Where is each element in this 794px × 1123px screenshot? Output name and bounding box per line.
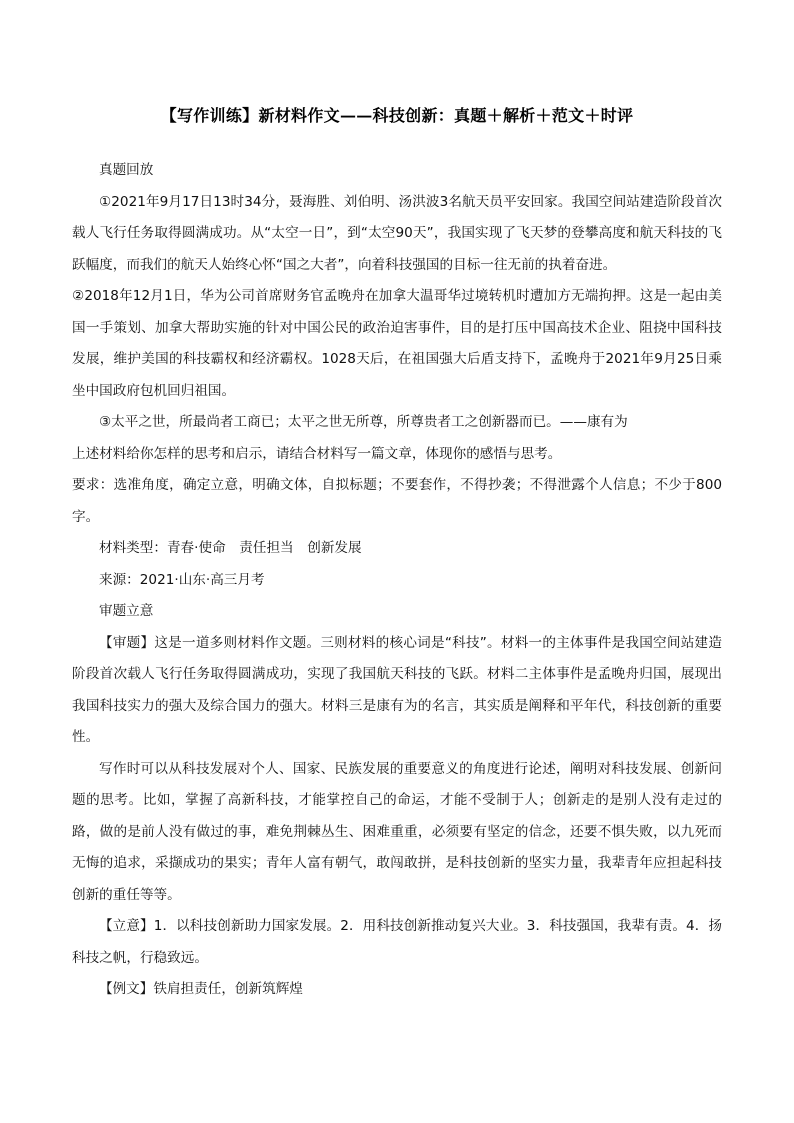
task-paragraph: 上述材料给你怎样的思考和启示，请结合材料写一篇文章，体现你的感悟与思考。 <box>72 445 562 462</box>
material-paragraph-3: ③太平之世，所最尚者工商已；太平之世无所尊，所尊贵者工之创新器而已。——康有为 <box>99 414 628 430</box>
material-paragraph-2: ②2018年12月1日，华为公司首席财务官孟晚舟在加拿大温哥华过境转机时遭加方无端拘押。这是一起由美国一手策划、加拿大帮助实施的针对中国公民的政治迫害事件，目的是打压中国高技术企业、阻挠中国科技发展，维护美国的科技霸权和经济霸权。1028天后，在祖国强大后盾支持下，孟晚舟于2021年9月25日乘坐中国政府包机回归祖国。 <box>72 288 722 399</box>
source-line: 来源：2021·山东·高三月考 <box>99 571 265 588</box>
example-title-line: 【例文】铁肩担责任，创新筑辉煌 <box>99 981 303 997</box>
material-type-line: 材料类型：青春·使命 责任担当 创新发展 <box>99 540 362 556</box>
section-heading-real-question: 真题回放 <box>99 162 154 178</box>
requirements-paragraph: 要求：选准角度，确定立意，明确文体，自拟标题；不要套作，不得抄袭；不得泄露个人信息；不少于800字。 <box>72 477 722 525</box>
document-title: 【写作训练】新材料作文——科技创新：真题＋解析＋范文＋时评 <box>160 106 634 125</box>
theme-paragraph: 【立意】1．以科技创新助力国家发展。2．用科技创新推动复兴大业。3．科技强国，我辈有责。4．扬科技之帆，行稳致远。 <box>72 918 722 966</box>
section-heading-analysis: 审题立意 <box>99 603 154 619</box>
document-body <box>72 155 722 1006</box>
analysis-paragraph-2: 写作时可以从科技发展对个人、国家、民族发展的重要意义的角度进行论述，阐明对科技发展、创新问题的思考。比如，掌握了高新科技，才能掌控自己的命运，才能不受制于人；创新走的是别人没有走过的路，做的是前人没有做过的事，难免荆棘丛生、困难重重，必须要有坚定的信念，还要不惧失败，以九死而无悔的追求，采撷成功的果实；青年人富有朝气，敢闯敢拼，是科技创新的坚实力量，我辈青年应担起科技创新的重任等等。 <box>72 760 722 903</box>
analysis-paragraph-1: 【审题】这是一道多则材料作文题。三则材料的核心词是“科技”。材料一的主体事件是我国空间站建造阶段首次载人飞行任务取得圆满成功，实现了我国航天科技的飞跃。材料二主体事件是孟晚舟归国，展现出我国科技实力的强大及综合国力的强大。材料三是康有为的名言，其实质是阐释和平年代，科技创新的重要性。 <box>72 634 722 745</box>
material-paragraph-1: ①2021年9月17日13时34分，聂海胜、刘伯明、汤洪波3名航天员平安回家。我国空间站建造阶段首次载人飞行任务取得圆满成功。从“太空一日”，到“太空90天”，我国实现了飞天梦的登攀高度和航天科技的飞跃幅度，而我们的航天人始终心怀“国之大者”，向着科技强国的目标一往无前的执着奋进。 <box>72 193 722 273</box>
